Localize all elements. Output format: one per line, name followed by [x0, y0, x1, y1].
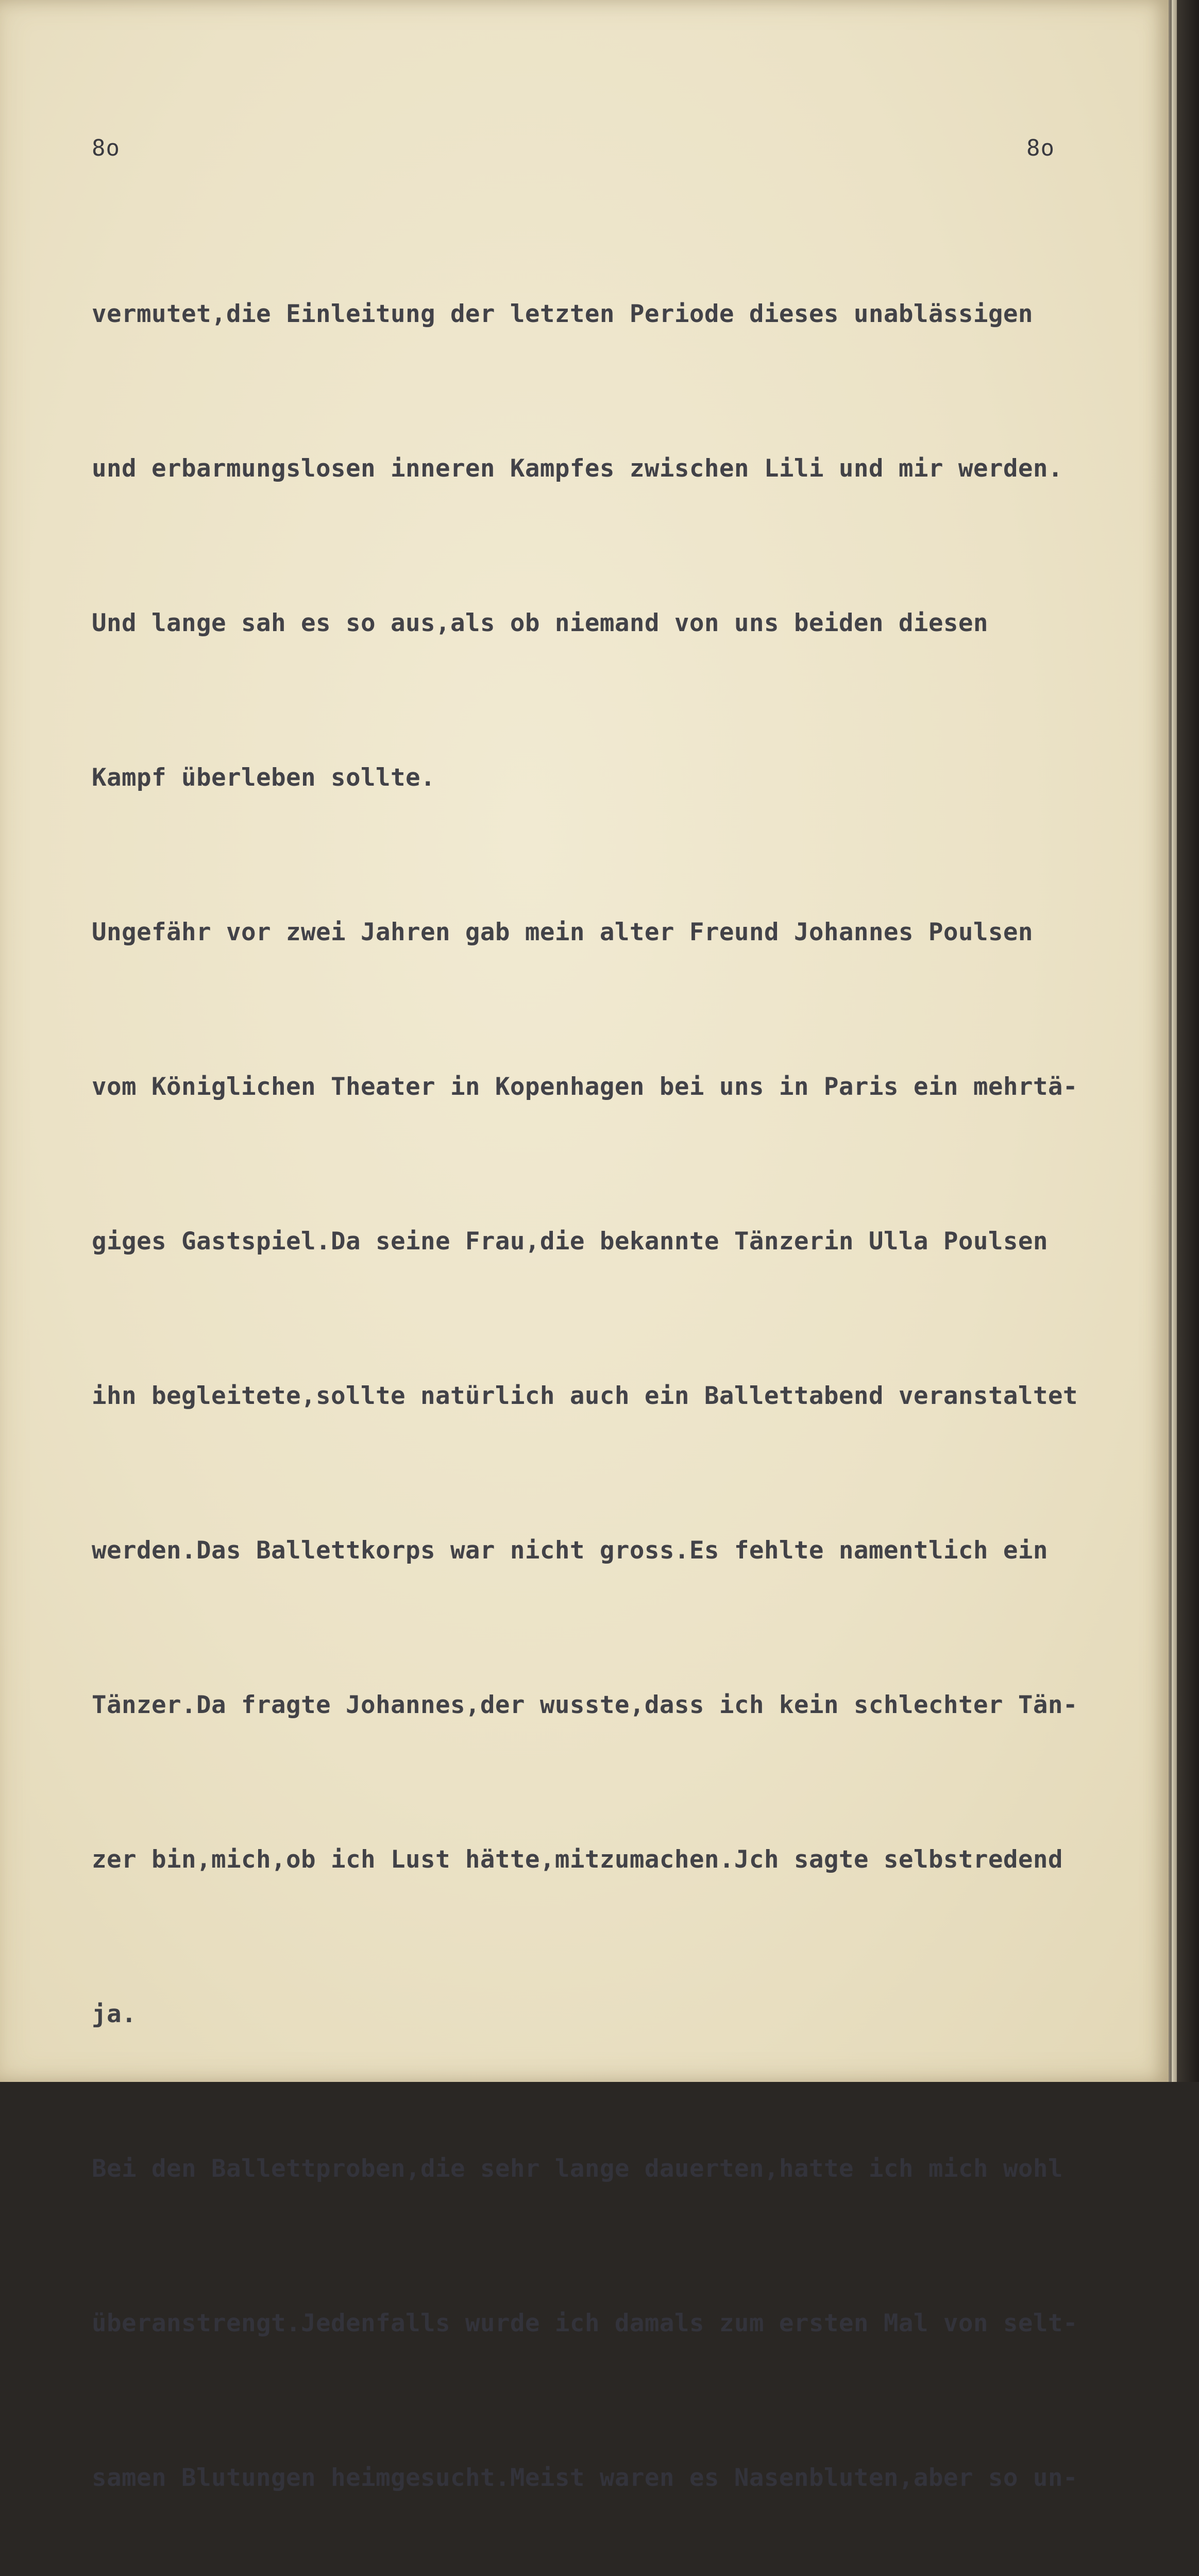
text-line-14: überanstrengt.Jedenfalls wurde ich damals zum ersten Mal von selt-: [92, 2309, 1078, 2337]
text-line-5: Ungefähr vor zwei Jahren gab mein alter Freund Johannes Poulsen: [92, 918, 1033, 946]
text-line-15: samen Blutungen heimgesucht.Meist waren es Nasenbluten,aber so un-: [92, 2464, 1078, 2492]
text-line-1: vermutet,die Einleitung der letzten Periode dieses unablässigen: [92, 300, 1033, 328]
text-line-6: vom Königlichen Theater in Kopenhagen bei uns in Paris ein mehrtä-: [92, 1073, 1078, 1101]
text-line-12: ja.: [92, 2000, 137, 2028]
text-line-10: Tänzer.Da fragte Johannes,der wusste,dass ich kein schlechter Tän-: [92, 1691, 1078, 1719]
text-line-11: zer bin,mich,ob ich Lust hätte,mitzumachen.Jch sagte selbstredend: [92, 1845, 1063, 1874]
text-line-8: ihn begleitete,sollte natürlich auch ein Ballettabend veranstaltet: [92, 1382, 1078, 1410]
text-line-2: und erbarmungslosen inneren Kampfes zwischen Lili und mir werden.: [92, 454, 1063, 483]
text-line-9: werden.Das Ballettkorps war nicht gross.Es fehlte namentlich ein: [92, 1536, 1048, 1565]
book-binding-edge: [1169, 0, 1199, 2082]
page-number-left: 8o: [92, 135, 120, 161]
text-line-13: Bei den Ballettproben,die sehr lange dauerten,hatte ich mich wohl: [92, 2155, 1063, 2183]
text-line-3: Und lange sah es so aus,als ob niemand von uns beiden diesen: [92, 609, 988, 637]
typewritten-body-text: [92, 185, 1153, 2576]
text-line-4: Kampf überleben sollte.: [92, 764, 435, 792]
text-line-7: giges Gastspiel.Da seine Frau,die bekannte Tänzerin Ulla Poulsen: [92, 1227, 1048, 1256]
page-number-right: 8o: [1026, 135, 1055, 161]
